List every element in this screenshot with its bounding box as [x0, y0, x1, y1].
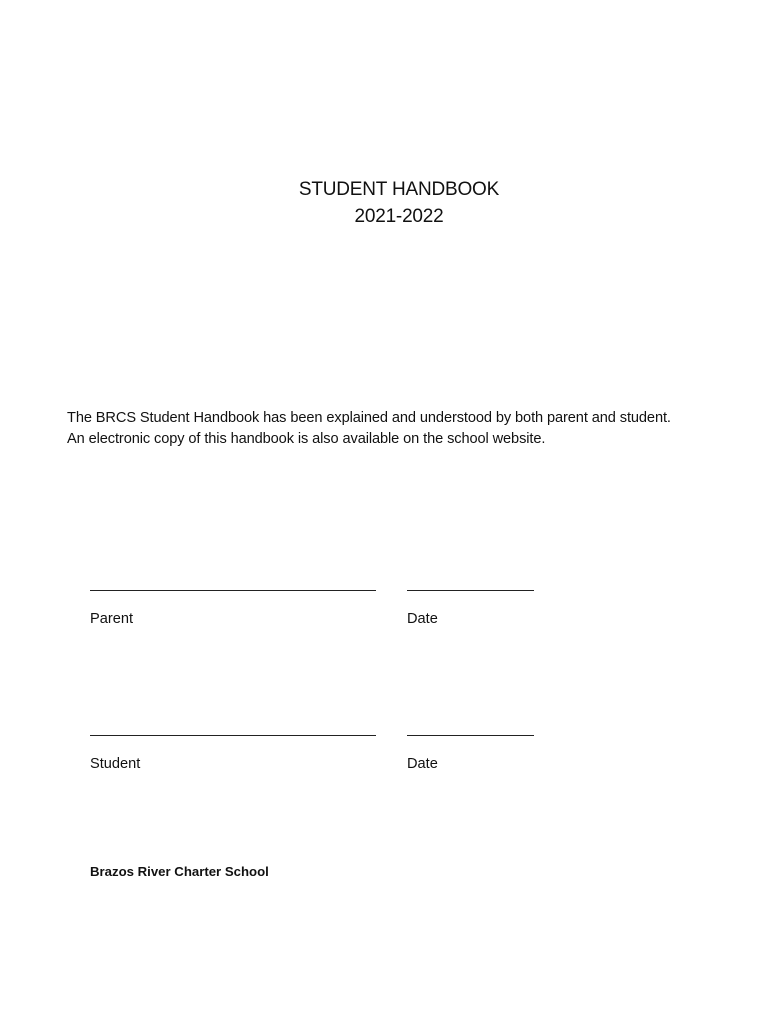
document-title: STUDENT HANDBOOK [298, 179, 500, 200]
student-signature-label: Student [90, 756, 141, 772]
acknowledgement-statement [67, 408, 747, 450]
parent-date-label: Date [407, 611, 438, 627]
parent-date-line [407, 590, 534, 591]
student-signature-line [90, 735, 376, 736]
school-name: Brazos River Charter School [90, 864, 269, 879]
statement-line-1: The BRCS Student Handbook has been explained and understood by both parent and student. [67, 410, 671, 426]
student-date-line [407, 735, 534, 736]
student-date-label: Date [407, 756, 438, 772]
parent-signature-label: Parent [90, 611, 133, 627]
document-year: 2021-2022 [354, 206, 444, 227]
parent-signature-line [90, 590, 376, 591]
statement-line-2: An electronic copy of this handbook is also available on the school website. [67, 431, 546, 447]
title-block [0, 176, 770, 230]
